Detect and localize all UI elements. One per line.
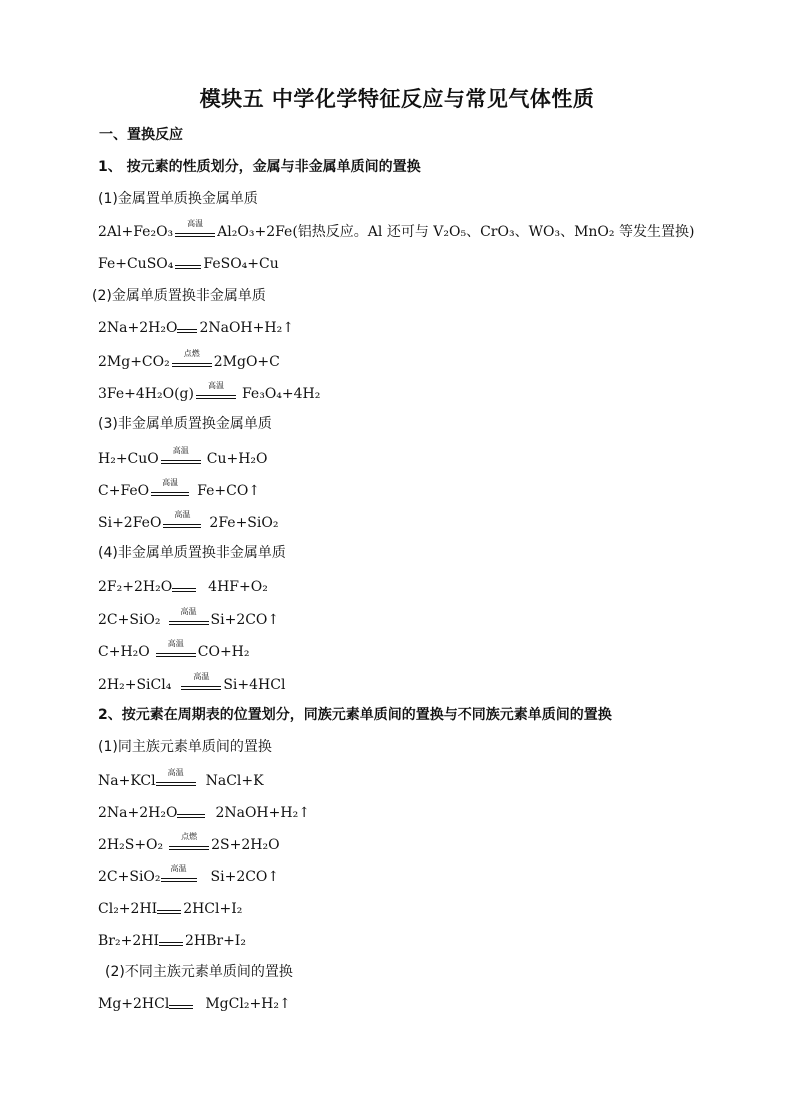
reaction-arrow xyxy=(157,910,181,918)
reaction-condition: 高温 xyxy=(180,607,197,616)
equation-right: 4HF+O₂ xyxy=(208,579,268,595)
equation-line xyxy=(98,995,291,1013)
equation-left: Cl₂+2HI xyxy=(98,901,158,917)
reaction-arrow xyxy=(161,446,201,468)
equation-line xyxy=(98,932,246,950)
equation-right: Fe+CO↑ xyxy=(197,483,261,499)
reaction-condition: 点燃 xyxy=(183,349,200,358)
reaction-arrow xyxy=(159,942,183,950)
category-label: (1)同主族元素单质间的置换 xyxy=(98,739,272,755)
equation-right: Fe₃O₄+4H₂ xyxy=(241,386,321,402)
equation-left: 2F₂+2H₂O xyxy=(98,579,173,595)
equation-right: 2MgO+C xyxy=(213,354,280,370)
equation-right: FeSO₄+Cu xyxy=(203,256,279,272)
category-label: (1)金属置单质换金属单质 xyxy=(98,191,258,207)
reaction-arrow xyxy=(163,510,201,532)
equation-left: Mg+2HCl xyxy=(98,996,170,1012)
page-title: 模块五 中学化学特征反应与常见气体性质 xyxy=(199,87,595,111)
equation-line xyxy=(98,219,695,241)
equation-left: C+H₂O xyxy=(98,644,150,660)
equation-right: Si+2CO↑ xyxy=(210,869,280,885)
equation-left: Si+2FeO xyxy=(98,515,162,531)
equation-line xyxy=(98,255,279,273)
equation-line xyxy=(98,672,286,694)
equation-right: Cu+H₂O xyxy=(206,451,268,467)
equation-left: 2H₂+SiCl₄ xyxy=(98,677,172,693)
equation-right: Si+4HCl xyxy=(223,677,286,693)
reaction-arrow xyxy=(181,672,221,694)
reaction-condition: 高温 xyxy=(187,219,204,228)
category-label: (2)金属单质置换非金属单质 xyxy=(92,288,266,304)
equation-left: 2Mg+CO₂ xyxy=(98,354,170,370)
reaction-arrow xyxy=(151,478,189,500)
reaction-condition: 高温 xyxy=(207,381,224,390)
reaction-condition: 高温 xyxy=(193,672,210,681)
category-label: (3)非金属单质置换金属单质 xyxy=(98,416,272,432)
equation-right: 2NaOH+H₂↑ xyxy=(215,805,310,821)
reaction-arrow xyxy=(175,219,215,241)
reaction-arrow xyxy=(169,607,209,629)
equation-left: 2Na+2H₂O xyxy=(98,320,178,336)
equation-left: H₂+CuO xyxy=(98,451,159,467)
subsection-heading: 2、按元素在周期表的位置划分，同族元素单质间的置换与不同族元素单质间的置换 xyxy=(98,707,612,723)
equation-right: 2S+2H₂O xyxy=(211,837,280,853)
reaction-arrow xyxy=(175,265,201,273)
equation-line xyxy=(98,349,280,371)
equation-line xyxy=(98,319,294,337)
reaction-condition: 高温 xyxy=(162,478,179,487)
equation-line xyxy=(98,578,268,596)
reaction-arrow xyxy=(196,381,236,403)
reaction-condition: 高温 xyxy=(167,768,184,777)
equation-left: Fe+CuSO₄ xyxy=(98,256,174,272)
equation-left: 2H₂S+O₂ xyxy=(98,837,164,853)
equation-left: Br₂+2HI xyxy=(98,933,159,949)
equation-left: 2Na+2H₂O xyxy=(98,805,178,821)
equation-line xyxy=(98,510,279,532)
equation-line xyxy=(98,864,280,886)
equation-line xyxy=(98,832,280,854)
equation-right: 2HCl+I₂ xyxy=(183,901,243,917)
reaction-condition: 高温 xyxy=(174,510,191,519)
reaction-arrow xyxy=(177,329,197,337)
equation-left: Na+KCl xyxy=(98,773,156,789)
equation-right: 2NaOH+H₂↑ xyxy=(199,320,294,336)
reaction-arrow xyxy=(177,814,205,822)
reaction-condition: 高温 xyxy=(172,446,189,455)
section-heading: 一、置换反应 xyxy=(99,127,183,143)
equation-left: 2C+SiO₂ xyxy=(98,869,161,885)
equation-right: 2Fe+SiO₂ xyxy=(209,515,279,531)
equation-line xyxy=(98,478,261,500)
equation-line xyxy=(98,381,321,403)
reaction-arrow xyxy=(156,768,196,790)
equation-line xyxy=(98,768,264,790)
reaction-condition: 高温 xyxy=(167,639,184,648)
equation-right: NaCl+K xyxy=(205,773,264,789)
equation-right: CO+H₂ xyxy=(197,644,250,660)
equation-line xyxy=(98,607,280,629)
equation-left: C+FeO xyxy=(98,483,150,499)
category-label: (4)非金属单质置换非金属单质 xyxy=(98,545,286,561)
equation-left: 2C+SiO₂ xyxy=(98,612,161,628)
reaction-arrow xyxy=(169,1005,193,1013)
equation-line xyxy=(98,446,268,468)
equation-right: Si+2CO↑ xyxy=(210,612,280,628)
equation-left: 3Fe+4H₂O(g) xyxy=(98,386,194,402)
equation-line xyxy=(98,804,310,822)
equation-right: 2HBr+I₂ xyxy=(184,933,246,949)
reaction-arrow xyxy=(156,639,196,661)
equation-line xyxy=(98,900,242,918)
reaction-arrow xyxy=(161,864,197,886)
reaction-arrow xyxy=(172,588,196,596)
category-label: (2)不同主族元素单质间的置换 xyxy=(105,964,293,980)
equation-line xyxy=(98,639,250,661)
equation-left: 2Al+Fe₂O₃ xyxy=(98,224,174,240)
reaction-arrow xyxy=(172,349,212,371)
reaction-condition: 点燃 xyxy=(181,832,198,841)
subsection-heading: 1、 按元素的性质划分，金属与非金属单质间的置换 xyxy=(98,159,421,175)
reaction-condition: 高温 xyxy=(170,864,187,873)
reaction-arrow xyxy=(169,832,209,854)
equation-right: Al₂O₃+2Fe(铝热反应。Al 还可与 V₂O₅、CrO₃、WO₃、MnO₂ 等发生置换) xyxy=(217,224,695,240)
equation-right: MgCl₂+H₂↑ xyxy=(205,996,291,1012)
